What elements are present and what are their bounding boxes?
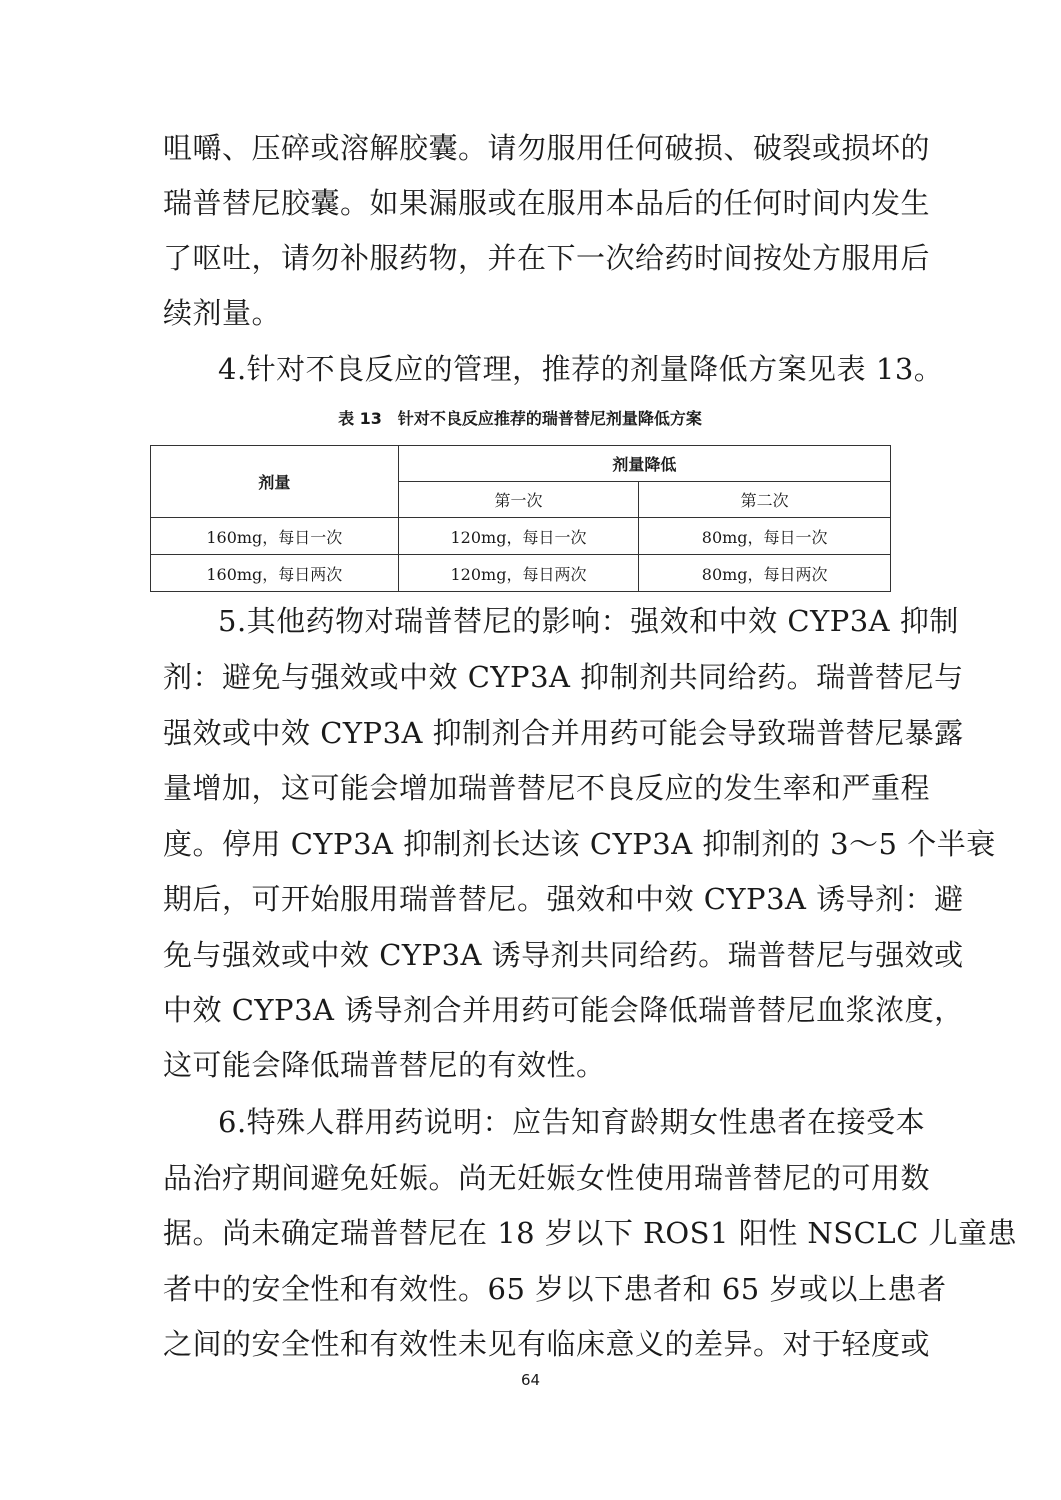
text-line: 免与强效或中效 CYP3A 诱导剂共同给药。瑞普替尼与强效或 [163, 938, 964, 972]
text-line: 者中的安全性和有效性。65 岁以下患者和 65 岁或以上患者 [163, 1272, 947, 1306]
header-dose-reduction: 剂量降低 [398, 446, 890, 482]
text-line: 之间的安全性和有效性未见有临床意义的差异。对于轻度或 [163, 1327, 931, 1361]
text-line: 这可能会降低瑞普替尼的有效性。 [163, 1048, 606, 1082]
table-row [151, 555, 891, 592]
table-cell: 80mg，每日一次 [639, 518, 891, 555]
table-cell: 120mg，每日一次 [398, 518, 639, 555]
text-line: 据。尚未确定瑞普替尼在 18 岁以下 ROS1 阳性 NSCLC 儿童患 [163, 1216, 1018, 1250]
text-line: 期后，可开始服用瑞普替尼。强效和中效 CYP3A 诱导剂：避 [163, 882, 964, 916]
table-caption: 表 13 针对不良反应推荐的瑞普替尼剂量降低方案 [338, 409, 702, 428]
table-cell: 160mg，每日两次 [151, 555, 399, 592]
dose-reduction-table [150, 445, 891, 592]
text-line: 量增加，这可能会增加瑞普替尼不良反应的发生率和严重程 [163, 771, 931, 805]
header-dose: 剂量 [151, 446, 399, 518]
text-line: 剂：避免与强效或中效 CYP3A 抑制剂共同给药。瑞普替尼与 [163, 660, 964, 694]
table-cell: 120mg，每日两次 [398, 555, 639, 592]
header-first-reduction: 第一次 [398, 482, 639, 518]
header-second-reduction: 第二次 [639, 482, 891, 518]
page-number: 64 [520, 1371, 541, 1389]
text-line: 强效或中效 CYP3A 抑制剂合并用药可能会导致瑞普替尼暴露 [163, 716, 964, 750]
text-line: 度。停用 CYP3A 抑制剂长达该 CYP3A 抑制剂的 3～5 个半衰 [163, 827, 996, 861]
text-line: 品治疗期间避免妊娠。尚无妊娠女性使用瑞普替尼的可用数 [163, 1161, 931, 1195]
text-line: 咀嚼、压碎或溶解胶囊。请勿服用任何破损、破裂或损坏的 [163, 131, 931, 165]
item-5-text: 5.其他药物对瑞普替尼的影响：强效和中效 CYP3A 抑制 [218, 604, 959, 638]
item-4-text: 4.针对不良反应的管理，推荐的剂量降低方案见表 13。 [218, 352, 944, 386]
text-line: 中效 CYP3A 诱导剂合并用药可能会降低瑞普替尼血浆浓度， [163, 993, 964, 1027]
item-6-text: 6.特殊人群用药说明：应告知育龄期女性患者在接受本 [218, 1105, 926, 1139]
text-line: 续剂量。 [163, 296, 282, 330]
table-row [151, 518, 891, 555]
text-line: 瑞普替尼胶囊。如果漏服或在服用本品后的任何时间内发生 [163, 186, 931, 220]
table-cell: 80mg，每日两次 [639, 555, 891, 592]
table-cell: 160mg，每日一次 [151, 518, 399, 555]
text-line: 了呕吐，请勿补服药物，并在下一次给药时间按处方服用后 [163, 241, 931, 275]
